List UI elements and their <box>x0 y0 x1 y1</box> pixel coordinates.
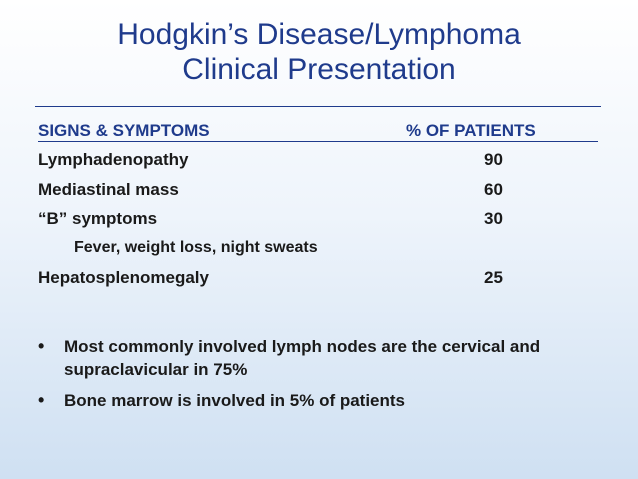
header-divider <box>38 141 598 142</box>
bullet-list <box>38 335 598 420</box>
list-item <box>38 335 598 381</box>
symptom-name: Lymphadenopathy <box>38 150 189 169</box>
symptom-percent: 60 <box>484 179 503 199</box>
table-row <box>38 239 598 269</box>
slide-title-line-1: Hodgkin’s Disease/Lymphoma <box>117 18 521 51</box>
symptom-table <box>38 150 598 298</box>
table-row <box>38 150 598 180</box>
slide-title-line-2: Clinical Presentation <box>182 53 456 86</box>
symptom-percent: 30 <box>484 209 503 228</box>
bullet-text: Most commonly involved lymph nodes are the cervical and supraclavicular in 75% <box>64 337 541 379</box>
symptom-detail: Fever, weight loss, night sweats <box>74 238 318 256</box>
table-row <box>38 180 598 210</box>
header-percent-patients: % OF PATIENTS <box>406 121 536 140</box>
bullet-marker: • <box>38 390 45 410</box>
bullet-text: Bone marrow is involved in 5% of patients <box>64 391 406 410</box>
list-item <box>38 389 598 412</box>
header-signs-symptoms: SIGNS & SYMPTOMS <box>38 121 210 140</box>
slide-title <box>0 17 638 87</box>
symptom-name: “B” symptoms <box>38 209 158 228</box>
table-header <box>38 121 598 141</box>
table-row <box>38 209 598 239</box>
table-row <box>38 268 598 298</box>
symptom-name: Mediastinal mass <box>38 179 179 199</box>
symptom-percent: 25 <box>484 268 503 287</box>
bullet-marker: • <box>38 336 45 356</box>
title-divider <box>35 106 601 107</box>
symptom-percent: 90 <box>484 150 503 169</box>
symptom-name: Hepatosplenomegaly <box>38 268 209 287</box>
